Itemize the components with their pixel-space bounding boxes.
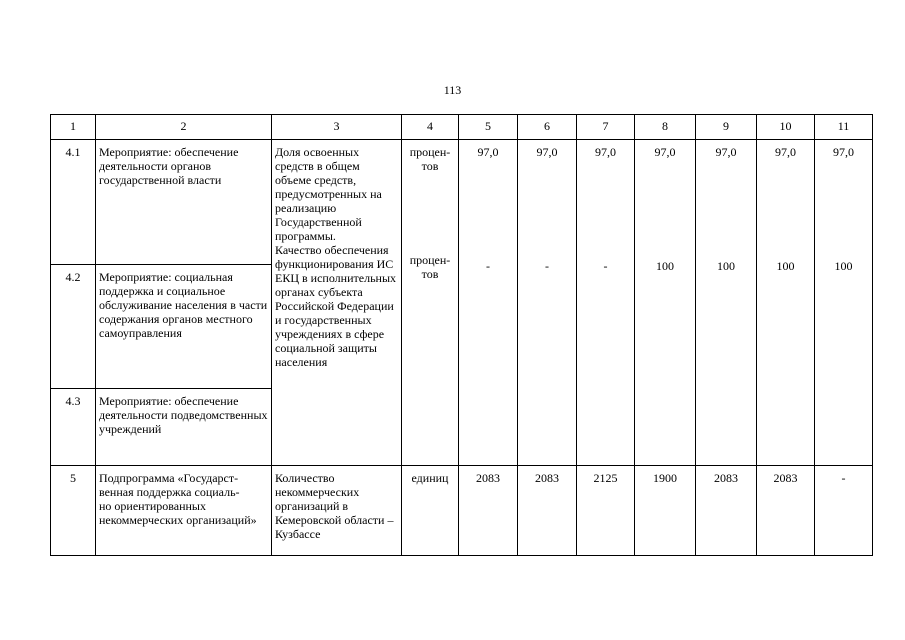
event-name: Подпрограмма «Государст- венная поддержка социаль- но ориентированных некоммерческих организаций» <box>96 466 272 556</box>
value-a: 97,0 <box>654 145 676 159</box>
indicator-name: Доля освоенных средств в общем объеме средств, предусмотренных на реализацию Государственной программы. Качество обеспечения функционирования ИС ЕКЦ в исполнительных органах субъекта Российской Федерации и государственных учреждениях в сфере социальной защиты населения <box>272 140 402 466</box>
value-cell <box>757 140 815 466</box>
header-cell: 9 <box>696 115 757 140</box>
value-b: - <box>603 259 608 273</box>
value-cell <box>459 140 518 466</box>
event-name: Мероприятие: обеспечение деятельности подведомственных учреждений <box>96 389 272 466</box>
value-b: 100 <box>776 259 795 273</box>
value-a: 97,0 <box>775 145 796 159</box>
header-cell: 2 <box>96 115 272 140</box>
value-a: 97,0 <box>536 145 558 159</box>
value-a: 97,0 <box>715 145 737 159</box>
row-number: 4.2 <box>51 265 96 389</box>
row-number: 4.3 <box>51 389 96 466</box>
value-b: 100 <box>656 259 674 273</box>
value: 2083 <box>696 466 757 556</box>
value-a: 97,0 <box>833 145 854 159</box>
table-row <box>51 466 873 556</box>
row-number: 4.1 <box>51 140 96 265</box>
value: - <box>815 466 873 556</box>
value-cell <box>577 140 635 466</box>
unit-cell <box>402 140 459 466</box>
row-number: 5 <box>51 466 96 556</box>
value-cell <box>696 140 757 466</box>
event-name: Мероприятие: социальная поддержка и социальное обслуживание населения в части содержания органов местного самоуправления <box>96 265 272 389</box>
page-number: 113 <box>443 83 462 97</box>
header-cell: 11 <box>815 115 873 140</box>
header-cell: 1 <box>51 115 96 140</box>
value-cell <box>635 140 696 466</box>
value-b: - <box>486 259 490 273</box>
unit-a: процен- тов <box>409 145 451 173</box>
value-cell <box>518 140 577 466</box>
header-cell: 8 <box>635 115 696 140</box>
header-cell: 5 <box>459 115 518 140</box>
value: 2083 <box>459 466 518 556</box>
value-a: 97,0 <box>477 145 499 159</box>
header-cell: 10 <box>757 115 815 140</box>
event-name: Мероприятие: обеспечение деятельности органов государственной власти <box>96 140 272 265</box>
header-cell: 7 <box>577 115 635 140</box>
value-b: 100 <box>834 259 853 273</box>
value-b: - <box>545 259 549 273</box>
table-row <box>51 140 873 265</box>
value: 2083 <box>518 466 577 556</box>
value: 2083 <box>757 466 815 556</box>
value: 1900 <box>635 466 696 556</box>
header-row <box>51 115 873 140</box>
header-cell: 6 <box>518 115 577 140</box>
value-b: 100 <box>717 259 735 273</box>
value: 2125 <box>577 466 635 556</box>
indicator-name: Количество некоммерческих организаций в Кемеровской области – Кузбассе <box>272 466 402 556</box>
indicators-table <box>50 114 873 556</box>
value-cell <box>815 140 873 466</box>
header-cell: 3 <box>272 115 402 140</box>
header-cell: 4 <box>402 115 459 140</box>
unit-b: процен- тов <box>409 253 451 281</box>
value-a: 97,0 <box>595 145 616 159</box>
unit: единиц <box>402 466 459 556</box>
